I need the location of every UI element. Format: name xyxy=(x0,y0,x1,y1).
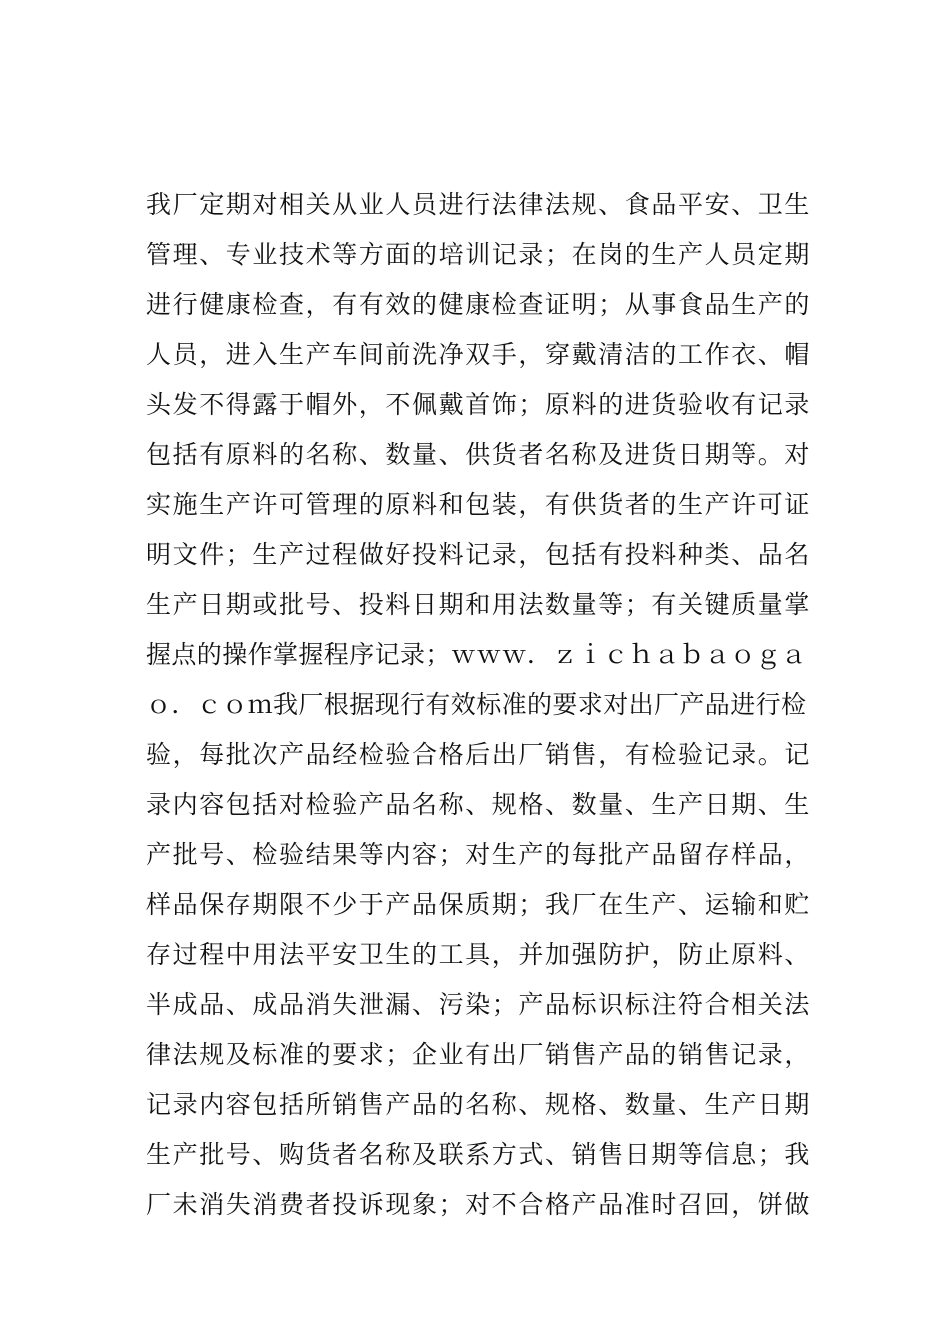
text-line: 生产批号、购货者名称及联系方式、销售日期等信息；我 xyxy=(146,1140,812,1169)
text-line: 产批号、检验结果等内容；对生产的每批产品留存样品， xyxy=(146,840,812,869)
text-line: 生产日期或批号、投料日期和用法数量等；有关键质量掌 xyxy=(146,590,812,619)
text-line: 存过程中用法平安卫生的工具，并加强防护，防止原料、 xyxy=(146,940,812,969)
text-line: 包括有原料的名称、数量、供货者名称及进货日期等。对 xyxy=(146,440,812,469)
text-line: 记录内容包括所销售产品的名称、规格、数量、生产日期 xyxy=(146,1090,812,1119)
text-line: 厂未消失消费者投诉现象；对不合格产品准时召回，饼做 xyxy=(146,1190,812,1219)
text-line: 半成品、成品消失泄漏、污染；产品标识标注符合相关法 xyxy=(146,990,812,1019)
text-line: 样品保存期限不少于产品保质期；我厂在生产、运输和贮 xyxy=(146,890,812,919)
text-line: 明文件；生产过程做好投料记录，包括有投料种类、品名 xyxy=(146,540,812,569)
text-line: 实施生产许可管理的原料和包装，有供货者的生产许可证 xyxy=(146,490,812,519)
text-line: 录内容包括对检验产品名称、规格、数量、生产日期、生 xyxy=(146,790,812,819)
body-paragraph xyxy=(146,180,811,1230)
text-line: 验，每批次产品经检验合格后出厂销售，有检验记录。记 xyxy=(146,740,812,769)
text-line: 人员，进入生产车间前洗净双手，穿戴清洁的工作衣、帽 xyxy=(146,340,812,369)
text-line: 握点的操作掌握程序记录；ｗｗｗ．ｚｉｃｈａｂａｏｇａ xyxy=(146,640,807,669)
text-line: 我厂定期对相关从业人员进行法律法规、食品平安、卫生 xyxy=(146,190,812,219)
text-line: 管理、专业技术等方面的培训记录；在岗的生产人员定期 xyxy=(146,240,812,269)
text-line: 律法规及标准的要求；企业有出厂销售产品的销售记录， xyxy=(146,1040,812,1069)
text-line: 头发不得露于帽外，不佩戴首饰；原料的进货验收有记录 xyxy=(146,390,812,419)
text-line: ｏ．ｃｏｍ我厂根据现行有效标准的要求对出厂产品进行检 xyxy=(146,690,807,719)
text-line: 进行健康检查，有有效的健康检查证明；从事食品生产的 xyxy=(146,290,812,319)
